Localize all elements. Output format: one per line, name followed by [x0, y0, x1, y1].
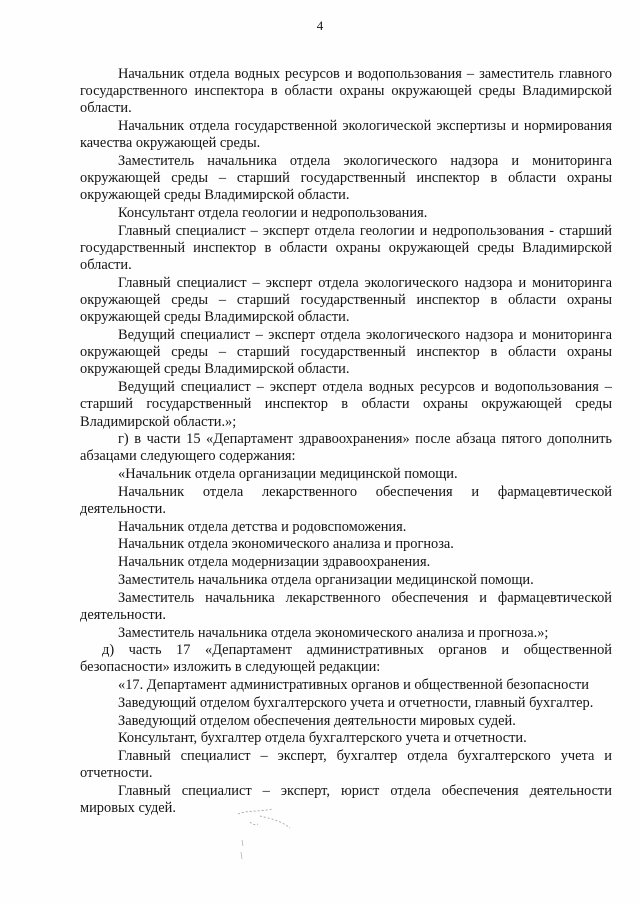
paragraph: Главный специалист – эксперт отдела геологии и недропользования - старший государственный инспектор в области охраны окружающей среды Владимирской области. [80, 222, 612, 274]
paragraph: Начальник отдела модернизации здравоохранения. [118, 554, 431, 571]
paragraph: г) в части 15 «Департамент здравоохранения» после абзаца пятого дополнить абзацами следующего содержания: [80, 431, 612, 465]
paragraph: Заместитель начальника отдела экономического анализа и прогноза.»; [118, 624, 549, 641]
paragraph: Начальник отдела детства и родовспоможения. [118, 518, 407, 535]
paragraph: Начальник отдела лекарственного обеспечения и фармацевтической деятельности. [80, 483, 612, 518]
pen-mark [220, 806, 310, 866]
paragraph: Заместитель начальника отдела экологического надзора и мониторинга окружающей среды – старший государственный инспектор в области охраны окружающей среды Владимирской области. [80, 153, 612, 204]
paragraph: Консультант, бухгалтер отдела бухгалтерского учета и отчетности. [118, 730, 527, 747]
paragraph: д) часть 17 «Департамент административных органов и общественной безопасности» изложить в следующей редакции: [80, 642, 612, 676]
paragraph: Ведущий специалист – эксперт отдела экологического надзора и мониторинга окружающей среды – старший государственный инспектор в области охраны окружающей среды Владимирской области. [80, 327, 612, 378]
page-number: 4 [316, 18, 324, 33]
paragraph: Главный специалист – эксперт отдела экологического надзора и мониторинга окружающей среды – старший государственный инспектор в области охраны окружающей среды Владимирской области. [80, 274, 612, 326]
paragraph: Главный специалист – эксперт, бухгалтер отдела бухгалтерского учета и отчетности. [80, 747, 612, 782]
paragraph: «Начальник отдела организации медицинской помощи. [118, 466, 458, 483]
paragraph: «17. Департамент административных органов и общественной безопасности [118, 677, 589, 694]
document-body [80, 66, 612, 818]
paragraph: Ведущий специалист – эксперт отдела водных ресурсов и водопользования – старший государственный инспектор в области охраны окружающей среды Владимирской области.»; [80, 379, 612, 430]
paragraph: Заведующий отделом обеспечения деятельности мировых судей. [118, 712, 516, 729]
paragraph: Заместитель начальника лекарственного обеспечения и фармацевтической деятельности. [80, 589, 612, 623]
paragraph: Заведующий отделом бухгалтерского учета и отчетности, главный бухгалтер. [118, 694, 594, 711]
paragraph: Начальник отдела экономического анализа и прогноза. [118, 536, 454, 553]
paragraph: Консультант отдела геологии и недропользования. [118, 205, 428, 222]
paragraph: Главный специалист – эксперт, юрист отдела обеспечения деятельности мировых судей. [80, 782, 612, 817]
paragraph: Начальник отдела водных ресурсов и водопользования – заместитель главного государственного инспектора в области охраны окружающей среды Владимирской области. [80, 66, 612, 117]
paragraph: Начальник отдела государственной экологической экспертизы и нормирования качества окружающей среды. [80, 118, 612, 152]
paragraph: Заместитель начальника отдела организации медицинской помощи. [118, 571, 534, 588]
